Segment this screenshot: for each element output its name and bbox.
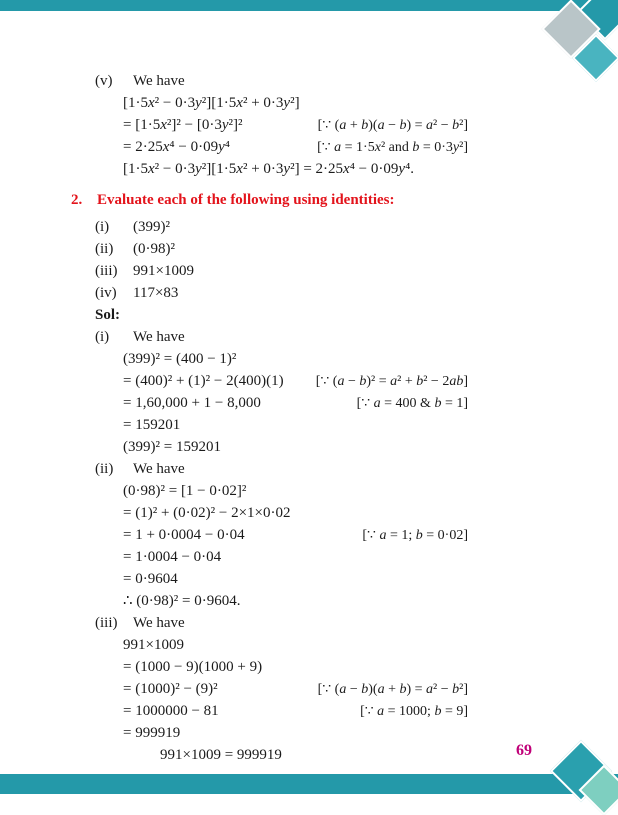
content-line — [95, 136, 468, 158]
content-line — [95, 158, 468, 180]
line-text: 991×1009 — [123, 637, 184, 653]
line-text: (0·98)² — [133, 241, 175, 257]
line-label: 2. — [71, 192, 83, 208]
line-text: (399)² — [133, 219, 170, 235]
content-line — [95, 656, 468, 678]
line-text: = 2·25x⁴ − 0·09y⁴ — [123, 139, 230, 155]
line-label: (v) — [95, 73, 113, 89]
identity-note: [∵ a = 400 & b = 1] — [356, 396, 468, 411]
identity-note: [∵ a = 1; b = 0·02] — [362, 528, 468, 543]
content-line — [95, 678, 468, 700]
content-line — [95, 114, 468, 136]
content-line — [95, 480, 468, 502]
line-text: = 999919 — [123, 725, 181, 741]
content-line — [95, 524, 468, 546]
line-text: We have — [133, 329, 185, 345]
content-line — [95, 326, 468, 348]
line-text: 991×1009 = 999919 — [160, 747, 282, 763]
identity-note: [∵ a = 1000; b = 9] — [360, 704, 468, 719]
content-line — [95, 348, 468, 370]
content-line — [95, 238, 468, 260]
content-line — [95, 590, 468, 612]
line-label: (iii) — [95, 615, 118, 631]
content-line — [95, 744, 468, 766]
content-line — [95, 392, 468, 414]
line-text: = (1)² + (0·02)² − 2×1×0·02 — [123, 505, 291, 521]
line-label: (ii) — [95, 461, 114, 477]
line-text: = 1·0004 − 0·04 — [123, 549, 222, 565]
line-text: We have — [133, 73, 185, 89]
content-line — [95, 568, 468, 590]
content-lines — [0, 70, 618, 766]
line-text: = 1000000 − 81 — [123, 703, 219, 719]
content-line — [95, 546, 468, 568]
bottom-border-bar — [0, 774, 618, 794]
page-number: 69 — [516, 742, 532, 759]
question-heading — [71, 189, 468, 211]
identity-note: [∵ (a − b)(a + b) = a² − b²] — [317, 682, 468, 697]
solution-heading — [95, 304, 468, 326]
line-text: Evaluate each of the following using identities: — [97, 192, 395, 208]
line-label: (i) — [95, 329, 110, 345]
content-line — [95, 634, 468, 656]
line-text: = (1000)² − (9)² — [123, 681, 218, 697]
identity-note: [∵ (a − b)² = a² + b² − 2ab] — [315, 374, 468, 389]
line-text: 117×83 — [133, 285, 179, 301]
identity-note: [∵ a = 1·5x² and b = 0·3y²] — [317, 140, 468, 155]
line-text: [1·5x² − 0·3y²][1·5x² + 0·3y²] = 2·25x⁴ − 0·09y⁴. — [123, 161, 415, 177]
content-line — [95, 216, 468, 238]
content-line — [95, 260, 468, 282]
content-line — [95, 92, 468, 114]
line-text: ∴ (0·98)² = 0·9604. — [123, 593, 241, 609]
content-line — [95, 370, 468, 392]
content-line — [95, 458, 468, 480]
line-text: = (400)² + (1)² − 2(400)(1) — [123, 373, 284, 389]
line-text: = 0·9604 — [123, 571, 178, 587]
line-text: 991×1009 — [133, 263, 194, 279]
content-line — [95, 722, 468, 744]
content-line — [95, 502, 468, 524]
line-text: = (1000 − 9)(1000 + 9) — [123, 659, 263, 675]
line-text: = 1,60,000 + 1 − 8,000 — [123, 395, 261, 411]
line-label: (i) — [95, 219, 110, 235]
line-text: (399)² = (400 − 1)² — [123, 351, 237, 367]
identity-note: [∵ (a + b)(a − b) = a² − b²] — [317, 118, 468, 133]
line-text: We have — [133, 461, 185, 477]
line-label: (iii) — [95, 263, 118, 279]
line-text: Sol: — [95, 307, 121, 323]
line-text: We have — [133, 615, 185, 631]
content-line — [95, 414, 468, 436]
top-border-bar — [0, 0, 618, 11]
line-text: (0·98)² = [1 − 0·02]² — [123, 483, 247, 499]
line-label: (iv) — [95, 285, 117, 301]
content-line — [95, 436, 468, 458]
line-text: [1·5x² − 0·3y²][1·5x² + 0·3y²] — [123, 95, 300, 111]
line-text: = [1·5x²]² − [0·3y²]² — [123, 117, 243, 133]
line-label: (ii) — [95, 241, 114, 257]
line-text: (399)² = 159201 — [123, 439, 221, 455]
content-line — [95, 700, 468, 722]
content-line — [95, 70, 468, 92]
content-line — [95, 612, 468, 634]
line-text: = 159201 — [123, 417, 181, 433]
content-line — [95, 282, 468, 304]
line-text: = 1 + 0·0004 − 0·04 — [123, 527, 245, 543]
